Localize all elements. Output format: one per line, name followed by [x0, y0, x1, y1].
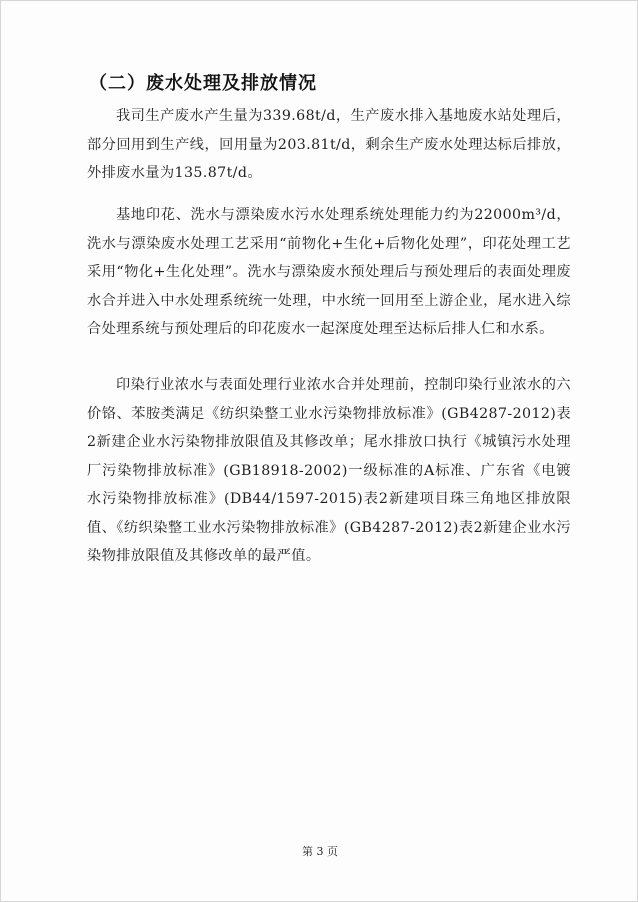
paragraph-wastewater-volume: 我司生产废水产生量为339.68t/d，生产废水排入基地废水站处理后，部分回用到生产线，回用量为203.81t/d，剩余生产废水处理达标后排放，外排废水量为135.87t/d。: [87, 108, 571, 181]
section-heading: （二）废水处理及排放情况: [89, 73, 317, 94]
paragraph-treatment-system: 基地印花、洗水与漂染废水污水处理系统处理能力约为22000m³/d，洗水与漂染废水处理工艺采用“前物化+生化+后物化处理”，印花处理工艺采用“物化+生化处理”。洗水与漂染废水预处理后与预处理后的表面处理废水合并进入中水处理系统统一处理，中水统一回用至上游企业，尾水进入综合处理系统与预处理后的印花废水一起深度处理至达标后排人仁和水系。: [87, 207, 571, 337]
paragraph-discharge-standards: 印染行业浓水与表面处理行业浓水合并处理前，控制印染行业浓水的六价铬、苯胺类满足《纺织染整工业水污染物排放标准》(GB4287-2012)表2新建企业水污染物排放限值及其修改单；尾水排放口执行《城镇污水处理厂污染物排放标准》(GB18918-2002)一级标准的A标准、广东省《电镀水污染物排放标准》(DB44/1597-2015)表2新建项目珠三角地区排放限值、《纺织染整工业水污染物排放标准》(GB4287-2012)表2新建企业水污染物排放限值及其修改单的最严值。: [87, 377, 571, 564]
page-number: 第 3 页: [302, 845, 338, 858]
